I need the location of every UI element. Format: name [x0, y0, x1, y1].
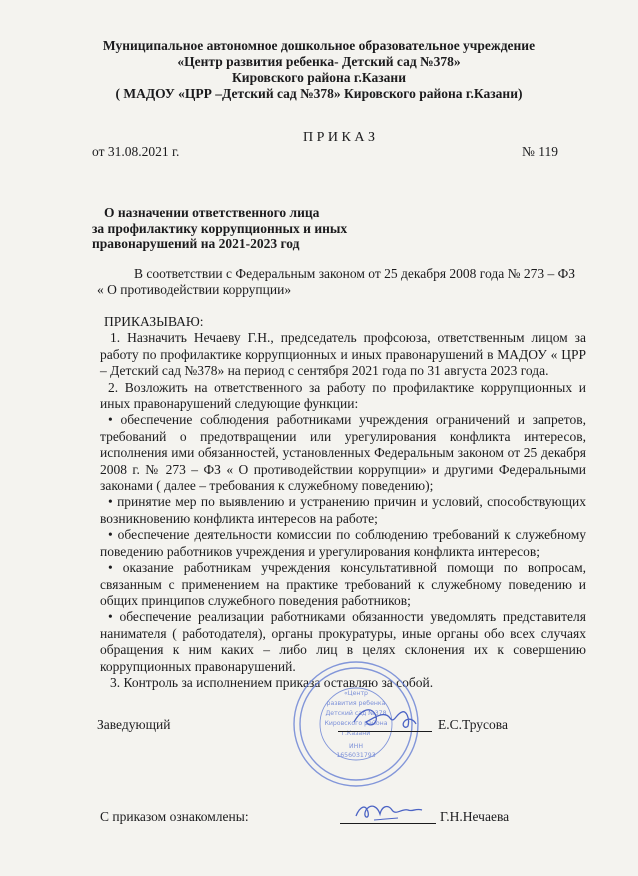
stamp-text-6: ИНН [349, 743, 363, 750]
stamp-text-7: 1656031793 [336, 752, 376, 759]
function-bullet-4: • оказание работникам учреждения консультативной помощи по вопросам, связанным с применением на практике требований к служебному поведению и общих принципов служебного поведения работников; [100, 560, 586, 608]
org-name-line2: «Центр развития ребенка- Детский сад №378» [177, 54, 461, 69]
order-item-2: 2. Возложить на ответственного за работу по профилактике коррупционных и иных правонарушений следующие функции: [100, 379, 586, 412]
acquainted-name: Г.Н.Нечаева [440, 809, 510, 824]
subject-line3: правонарушений на 2021-2023 год [92, 236, 300, 251]
order-title: П Р И К А З [303, 130, 375, 145]
order-word: ПРИКАЗЫВАЮ: [104, 314, 204, 329]
org-name-line1: Муниципальное автономное дошкольное образовательное учреждение [102, 38, 536, 53]
stamp-text-4: Кировского района [324, 720, 388, 727]
basis-line2: « О противодействии коррупции» [97, 282, 292, 297]
stamp-text-2: развития ребенка [326, 700, 386, 707]
order-date: от 31.08.2021 г. [92, 144, 180, 159]
acquainted-signature-icon [352, 794, 426, 828]
stamp-text-3: Детский сад №378 [325, 710, 387, 717]
basis-line1: В соответствии с Федеральным законом от 25 декабря 2008 года № 273 – ФЗ [134, 266, 576, 281]
org-name-line4: ( МАДОУ «ЦРР –Детский сад №378» Кировского района г.Казани) [115, 86, 523, 101]
signature-role: Заведующий [97, 717, 171, 732]
stamp-text-5: г.Казани [341, 730, 371, 737]
head-signature-icon [350, 700, 420, 736]
org-name-line3: Кировского района г.Казани [232, 70, 406, 85]
function-bullet-2: • принятие мер по выявлению и устранению причин и условий, способствующих возникновению конфликта интересов на работе; [100, 494, 586, 526]
acquainted-label: С приказом ознакомлены: [100, 809, 249, 824]
stamp-text-1: «Центр [344, 690, 368, 697]
order-item-3: 3. Контроль за исполнением приказа оставляю за собой. [110, 674, 434, 690]
order-number: № 119 [522, 144, 559, 159]
order-body [100, 314, 586, 691]
signature-name: Е.С.Трусова [438, 717, 508, 732]
function-bullet-5: • обеспечение реализации работниками обязанности уведомлять представителя нанимателя ( работодателя), органы прокуратуры, иные органы обо всех случаях обращения к ним каких – либо лиц в целях склонения их к совершению коррупционных правонарушений. [100, 609, 586, 674]
function-bullet-1: • обеспечение соблюдения работниками учреждения ограничений и запретов, требований о предотвращении или урегулирования конфликта интересов, исполнения ими обязанностей, установленных Федеральным законом от 25 декабря 2008 г. № 273 – ФЗ « О противодействии коррупции» и другими Федеральными законами ( далее – требования к служебному поведению); [100, 412, 586, 494]
subject-line2: за профилактику коррупционных и иных [92, 221, 348, 236]
subject-line1: О назначении ответственного лица [104, 205, 320, 220]
order-item-1: 1. Назначить Нечаеву Г.Н., председатель профсоюза, ответственным лицом за работу по профилактике коррупционных и иных правонарушений в МАДОУ « ЦРР – Детский сад №378» на период с сентября 2021 года по 31 августа 2023 года. [100, 330, 586, 379]
function-bullet-3: • обеспечение деятельности комиссии по соблюдению требований к служебному поведению работников учреждения и урегулирования конфликта интересов; [100, 527, 586, 559]
